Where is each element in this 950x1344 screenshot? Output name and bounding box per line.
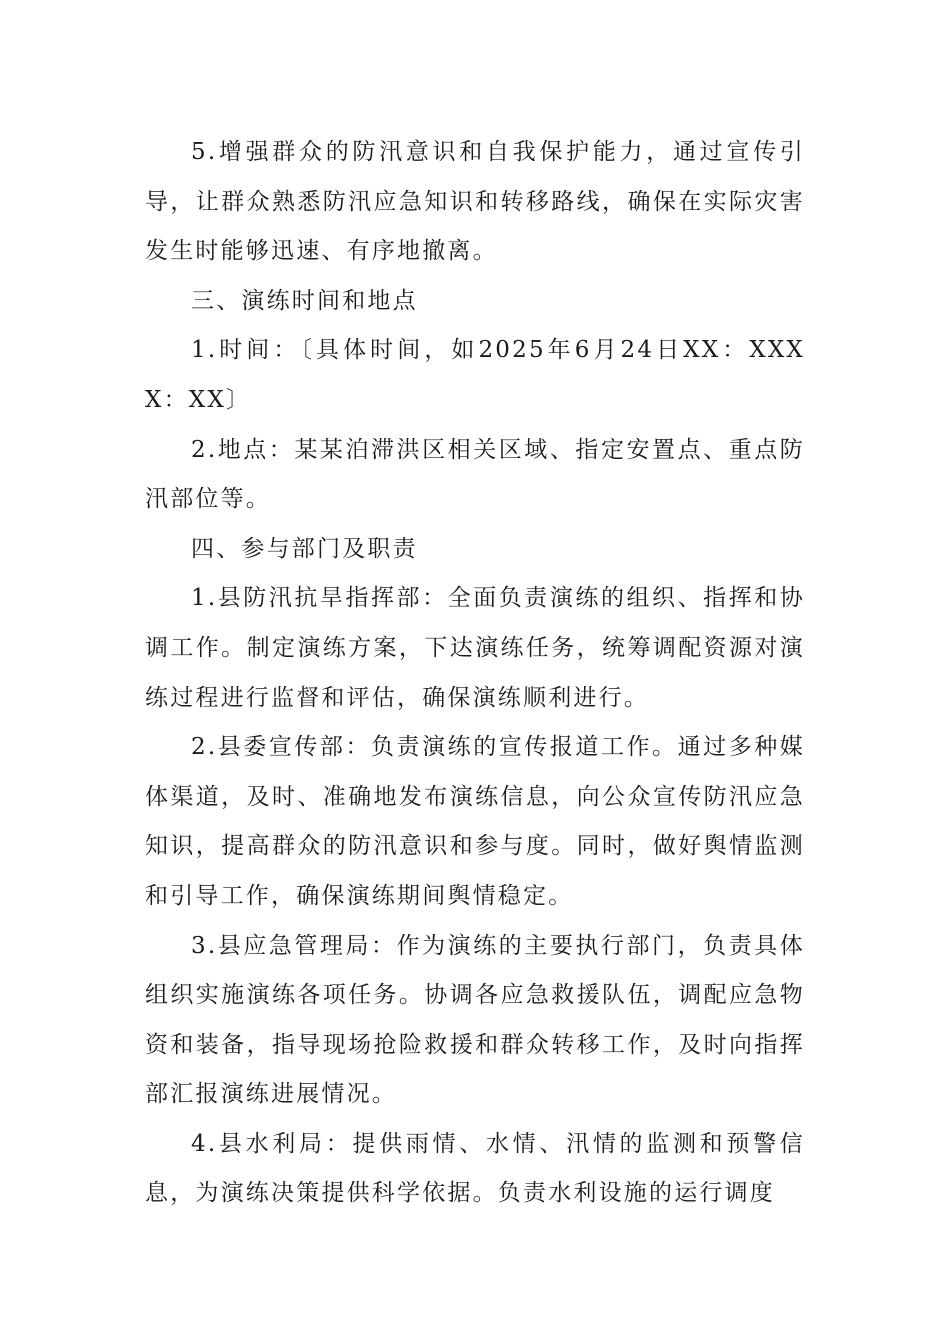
paragraph-flood-command: 1.县防汛抗旱指挥部：全面负责演练的组织、指挥和协调工作。制定演练方案，下达演练任务，统筹调配资源对演练过程进行监督和评估，确保演练顺利进行。 bbox=[145, 585, 805, 711]
section-heading-departments: 四、参与部门及职责 bbox=[191, 535, 418, 562]
paragraph-publicity-dept: 2.县委宣传部：负责演练的宣传报道工作。通过多种媒体渠道，及时、准确地发布演练信息，向公众宣传防汛应急知识，提高群众的防汛意识和参与度。同时，做好舆情监测和引导工作，确保演练期间舆情稳定。 bbox=[145, 734, 805, 909]
document-body bbox=[145, 128, 805, 1219]
paragraph-emergency-bureau: 3.县应急管理局：作为演练的主要执行部门，负责具体组织实施演练各项任务。协调各应急救援队伍，调配应急物资和装备，指导现场抢险救援和群众转移工作，及时向指挥部汇报演练进展情况。 bbox=[145, 932, 805, 1108]
paragraph-objective-5: 5.增强群众的防汛意识和自我保护能力，通过宣传引导，让群众熟悉防汛应急知识和转移路线，确保在实际灾害发生时能够迅速、有序地撤离。 bbox=[145, 139, 805, 265]
paragraph-time: 1.时间：〔具体时间，如2025年6月24日XX：XXXX：XX〕 bbox=[145, 337, 805, 413]
section-heading-time-location: 三、演练时间和地点 bbox=[191, 287, 418, 314]
paragraph-location: 2.地点：某某泊滞洪区相关区域、指定安置点、重点防汛部位等。 bbox=[145, 436, 805, 513]
paragraph-water-bureau: 4.县水利局：提供雨情、水情、汛情的监测和预警信息，为演练决策提供科学依据。负责水利设施的运行调度 bbox=[145, 1130, 805, 1207]
